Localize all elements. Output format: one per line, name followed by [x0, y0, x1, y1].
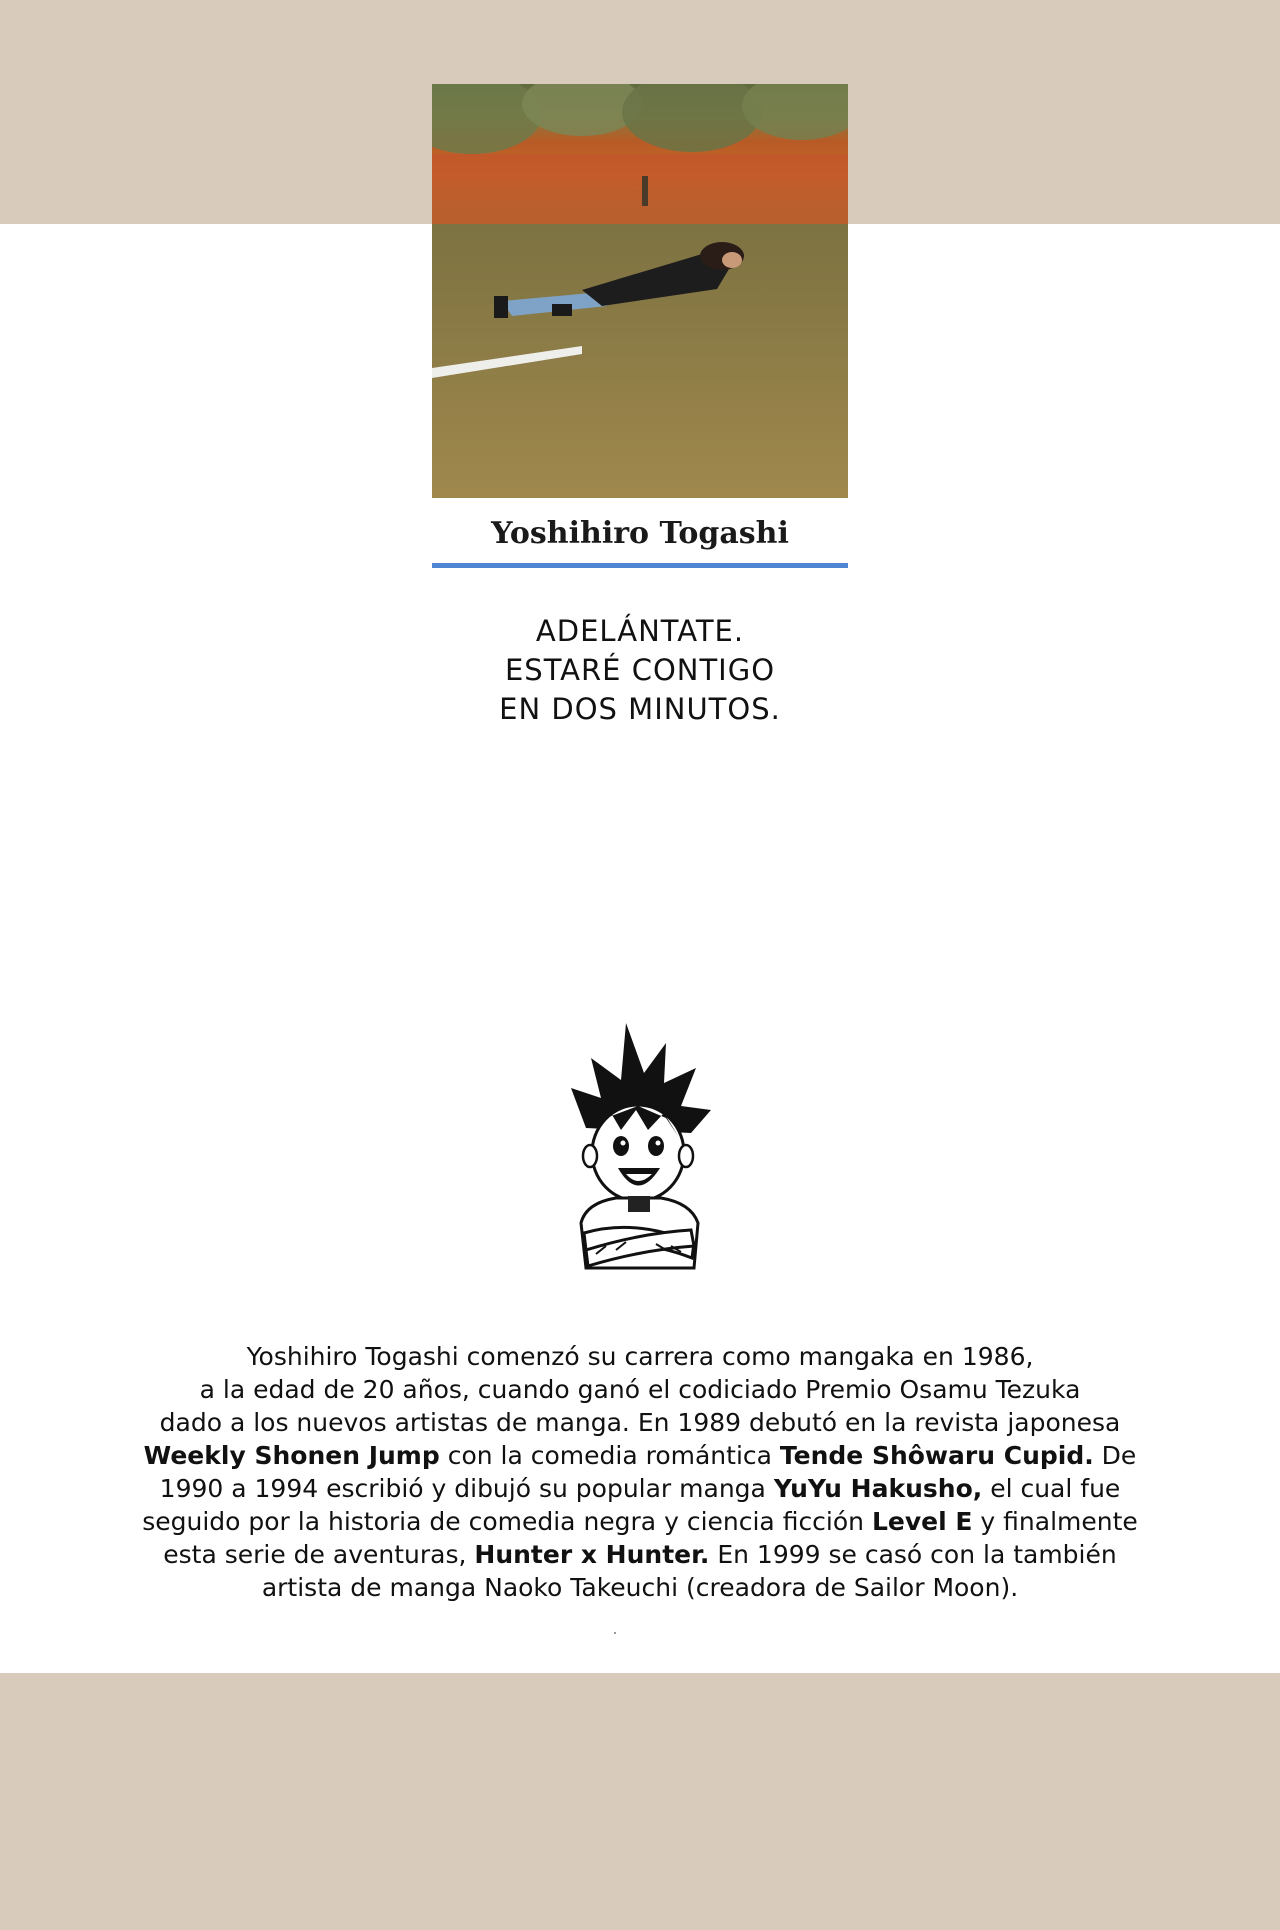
- bio-text: En 1999 se casó con la también: [709, 1540, 1117, 1569]
- bio-title-tende-showaru-cupid: Tende Shôwaru Cupid.: [779, 1441, 1094, 1470]
- bottom-background-band: [0, 1673, 1280, 1930]
- bio-text: seguido por la historia de comedia negra y ciencia ficción: [142, 1507, 872, 1536]
- author-name: Yoshihiro Togashi: [491, 516, 789, 551]
- bio-text: y finalmente: [972, 1507, 1138, 1536]
- quote-line-2: ESTARÉ CONTIGO: [504, 653, 776, 687]
- author-quote: [400, 612, 880, 729]
- bio-text: esta serie de aventuras,: [163, 1540, 475, 1569]
- bio-title-level-e: Level E: [871, 1507, 973, 1536]
- quote-line-1: ADELÁNTATE.: [535, 614, 745, 648]
- bio-title-yuyu-hakusho: YuYu Hakusho,: [773, 1474, 983, 1503]
- bio-title-weekly-shonen-jump: Weekly Shonen Jump: [143, 1441, 440, 1470]
- name-underline: [432, 563, 848, 568]
- bio-text: 1990 a 1994 escribió y dibujó su popular manga: [159, 1474, 774, 1503]
- anime-boy-arms-crossed-icon: [566, 1018, 716, 1270]
- author-biography: [90, 1340, 1190, 1604]
- bio-text: dado a los nuevos artistas de manga. En 1989 debutó en la revista japonesa: [159, 1408, 1121, 1437]
- bio-text: el cual fue: [982, 1474, 1121, 1503]
- bio-text: Yoshihiro Togashi comenzó su carrera como mangaka en 1986,: [246, 1342, 1034, 1371]
- bio-title-hunter-x-hunter: Hunter x Hunter.: [474, 1540, 710, 1569]
- decorative-dot: [614, 1632, 616, 1634]
- quote-line-3: EN DOS MINUTOS.: [499, 692, 781, 726]
- bio-text: con la comedia romántica: [439, 1441, 780, 1470]
- bio-text: De: [1093, 1441, 1137, 1470]
- author-photo: [432, 84, 848, 498]
- bio-text: a la edad de 20 años, cuando ganó el codiciado Premio Osamu Tezuka: [199, 1375, 1081, 1404]
- bio-text: artista de manga Naoko Takeuchi (creadora de Sailor Moon).: [261, 1573, 1019, 1602]
